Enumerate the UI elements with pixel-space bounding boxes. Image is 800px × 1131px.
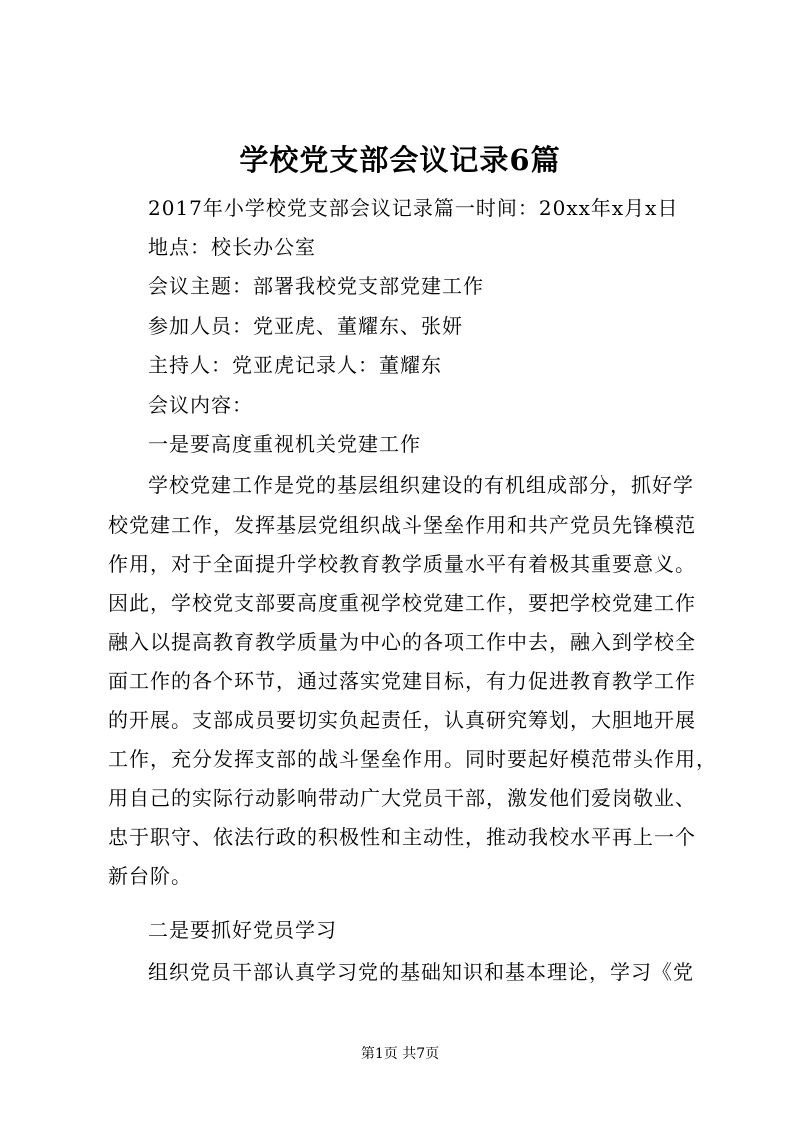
paragraph-1-line: 面工作的各个环节，通过落实党建目标，有力促进教育教学工作 bbox=[108, 669, 696, 693]
page-number-footer: 第1页 共7页 bbox=[360, 1046, 440, 1062]
meeting-host-recorder-line: 主持人：党亚虎记录人：董耀东 bbox=[148, 353, 442, 377]
section-heading-1: 一是要高度重视机关党建工作 bbox=[148, 432, 421, 456]
paragraph-2-line: 组织党员干部认真学习党的基础知识和基本理论，学习《党 bbox=[148, 960, 694, 984]
meeting-date-line: 2017年小学校党支部会议记录篇一时间：20xx年x月x日 bbox=[148, 196, 679, 220]
document-title: 学校党支部会议记录6篇 bbox=[239, 143, 561, 177]
section-heading-2: 二是要抓好党员学习 bbox=[148, 918, 337, 942]
paragraph-1-line: 用自己的实际行动影响带动广大党员干部，激发他们爱岗敬业、 bbox=[108, 786, 696, 810]
paragraph-1-line: 忠于职守、依法行政的积极性和主动性，推动我校水平再上一个 bbox=[108, 825, 696, 849]
meeting-topic-line: 会议主题：部署我校党支部党建工作 bbox=[148, 274, 484, 298]
meeting-location-line: 地点：校长办公室 bbox=[148, 235, 316, 259]
paragraph-1-line: 校党建工作，发挥基层党组织战斗堡垒作用和共产党员先锋模范 bbox=[108, 513, 696, 537]
paragraph-1-line: 学校党建工作是党的基层组织建设的有机组成部分，抓好学 bbox=[148, 473, 694, 497]
paragraph-1-line: 工作，充分发挥支部的战斗堡垒作用。同时要起好模范带头作用， bbox=[108, 747, 717, 771]
meeting-content-label: 会议内容： bbox=[148, 393, 253, 417]
meeting-attendees-line: 参加人员：党亚虎、董耀东、张妍 bbox=[148, 314, 463, 338]
paragraph-1-line: 的开展。支部成员要切实负起责任，认真研究筹划，大胆地开展 bbox=[108, 708, 696, 732]
paragraph-1-line: 因此，学校党支部要高度重视学校党建工作，要把学校党建工作 bbox=[108, 591, 696, 615]
paragraph-1-line: 作用，对于全面提升学校教育教学质量水平有着极其重要意义。 bbox=[108, 552, 696, 576]
paragraph-1-line: 新台阶。 bbox=[108, 864, 192, 888]
paragraph-1-line: 融入以提高教育教学质量为中心的各项工作中去，融入到学校全 bbox=[108, 630, 696, 654]
